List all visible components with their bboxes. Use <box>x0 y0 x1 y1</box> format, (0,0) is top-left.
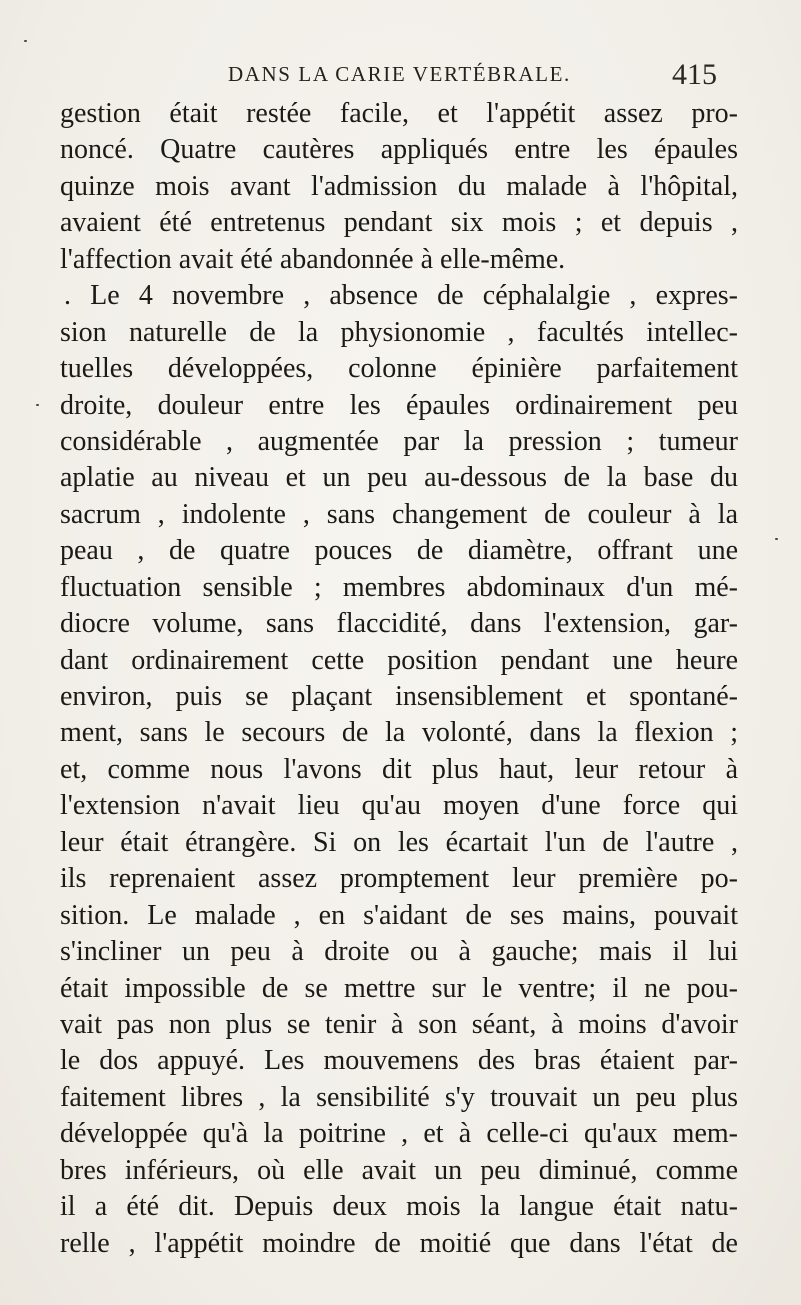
text-line: relle , l'appétit moindre de moitié que dans l'état de <box>60 1227 738 1259</box>
text-line: avaient été entretenus pendant six mois ; et depuis , <box>60 207 738 239</box>
text-line: il a été dit. Depuis deux mois la langue était natu- <box>60 1191 738 1223</box>
text-line: bres inférieurs, où elle avait un peu diminué, comme <box>60 1154 738 1186</box>
page-number: 415 <box>672 58 717 91</box>
text-line: fluctuation sensible ; membres abdominaux d'un mé- <box>60 571 738 603</box>
text-line: considérable , augmentée par la pression ; tumeur <box>60 425 738 457</box>
text-line: et, comme nous l'avons dit plus haut, leur retour à <box>60 753 738 785</box>
text-line: diocre volume, sans flaccidité, dans l'extension, gar- <box>60 608 738 640</box>
margin-speck <box>775 538 778 540</box>
text-line: aplatie au niveau et un peu au-dessous de la base du <box>60 462 738 494</box>
text-line: ils reprenaient assez promptement leur première po- <box>60 863 738 895</box>
text-line: ment, sans le secours de la volonté, dans la flexion ; <box>60 717 738 749</box>
text-line: droite, douleur entre les épaules ordinairement peu <box>60 389 738 421</box>
text-line: sacrum , indolente , sans changement de couleur à la <box>60 498 738 530</box>
text-line: était impossible de se mettre sur le ventre; il ne pou- <box>60 972 738 1004</box>
text-line: sition. Le malade , en s'aidant de ses mains, pouvait <box>60 899 738 931</box>
text-line: gestion était restée facile, et l'appétit assez pro- <box>60 98 738 129</box>
text-line: le dos appuyé. Les mouvemens des bras étaient par- <box>60 1045 738 1077</box>
text-line: environ, puis se plaçant insensiblement et spontané- <box>60 681 738 712</box>
text-line: quinze mois avant l'admission du malade à l'hôpital, <box>60 170 738 202</box>
text-line: noncé. Quatre cautères appliqués entre les épaules <box>60 134 738 166</box>
running-head <box>0 58 801 92</box>
margin-speck <box>24 40 27 42</box>
text-line: l'affection avait été abandonnée à elle-même. <box>60 243 566 275</box>
text-line: tuelles développées, colonne épinière parfaitement <box>60 353 738 385</box>
text-line: s'incliner un peu à droite ou à gauche; mais il lui <box>60 936 738 968</box>
body-text <box>60 96 738 1262</box>
text-line: sion naturelle de la physionomie , facultés intellec- <box>60 316 738 348</box>
text-line: leur était étrangère. Si on les écartait l'un de l'autre , <box>60 826 738 858</box>
margin-speck <box>36 404 39 406</box>
text-line: dant ordinairement cette position pendant une heure <box>60 644 738 676</box>
running-title: DANS LA CARIE VERTÉBRALE. <box>228 62 571 86</box>
text-line: développée qu'à la poitrine , et à celle-ci qu'aux mem- <box>60 1118 738 1150</box>
text-line: peau , de quatre pouces de diamètre, offrant une <box>60 535 738 567</box>
text-line: faitement libres , la sensibilité s'y trouvait un peu plus <box>60 1081 738 1113</box>
text-line: l'extension n'avait lieu qu'au moyen d'une force qui <box>60 790 738 822</box>
text-line: . Le 4 novembre , absence de céphalalgie , expres- <box>64 280 738 312</box>
text-line: vait pas non plus se tenir à son séant, à moins d'avoir <box>60 1008 738 1040</box>
